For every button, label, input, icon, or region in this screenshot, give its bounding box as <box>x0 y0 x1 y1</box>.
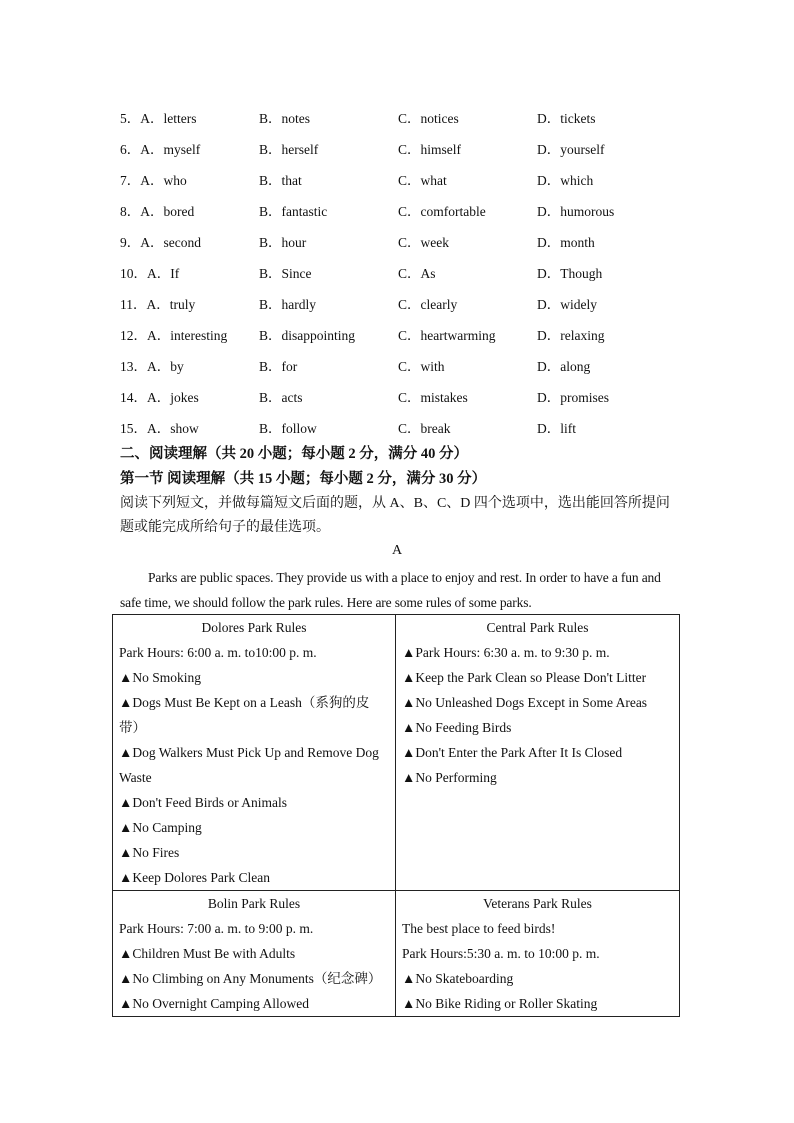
option-a: 11．A．truly <box>120 297 196 313</box>
option-d: D．humorous <box>537 203 615 219</box>
rule-line: ▲No Unleashed Dogs Except in Some Areas <box>402 695 648 710</box>
option-c: C．himself <box>398 141 461 157</box>
question-row <box>120 350 680 381</box>
rule-line: ▲No Camping <box>119 820 202 835</box>
veterans-park-cell <box>396 891 680 1017</box>
option-b: B．disappointing <box>259 328 356 344</box>
option-b: B．for <box>259 359 298 375</box>
rule-line: Park Hours:5:30 a. m. to 10:00 p. m. <box>402 946 600 961</box>
option-d: D．relaxing <box>537 328 605 344</box>
rule-line: The best place to feed birds! <box>402 921 556 936</box>
rule-line: ▲No Overnight Camping Allowed <box>119 996 309 1011</box>
option-d: D．along <box>537 359 591 375</box>
option-b: B．Since <box>259 266 312 282</box>
option-d: D．Though <box>537 266 603 282</box>
bolin-park-cell <box>113 891 396 1017</box>
rule-line: ▲No Bike Riding or Roller Skating <box>402 996 598 1011</box>
table-row <box>113 615 680 891</box>
rule-line: ▲Children Must Be with Adults <box>119 946 296 961</box>
option-b: B．that <box>259 172 302 188</box>
option-d: D．month <box>537 234 595 250</box>
rule-line: ▲No Skateboarding <box>402 971 514 986</box>
question-row <box>120 412 680 443</box>
option-a: 13．A．by <box>120 359 184 375</box>
option-a: 6．A．myself <box>120 141 201 157</box>
option-a: 15．A．show <box>120 421 199 437</box>
question-row <box>120 132 680 163</box>
rule-line: ▲No Performing <box>402 770 497 785</box>
option-d: D．promises <box>537 390 609 406</box>
rule-line: ▲Keep the Park Clean so Please Don't Litter <box>402 670 647 685</box>
rule-line: ▲No Feeding Birds <box>402 720 512 735</box>
option-b: B．fantastic <box>259 203 328 219</box>
park-rules-table <box>112 614 680 1017</box>
rule-line: ▲Keep Dolores Park Clean <box>119 870 270 885</box>
section-heading: 二、阅读理解（共 20 小题；每小题 2 分，满分 40 分） <box>120 446 468 462</box>
option-d: D．lift <box>537 421 576 437</box>
option-d: D．widely <box>537 297 597 313</box>
option-b: B．hour <box>259 234 307 250</box>
option-c: C．clearly <box>398 297 458 313</box>
question-row <box>120 163 680 194</box>
question-row <box>120 319 680 350</box>
rule-line: ▲Park Hours: 6:30 a. m. to 9:30 p. m. <box>402 645 610 660</box>
option-c: C．As <box>398 266 436 282</box>
question-row <box>120 225 680 256</box>
answer-options-list <box>120 101 680 443</box>
option-c: C．mistakes <box>398 390 468 406</box>
option-b: B．acts <box>259 390 303 406</box>
option-c: C．with <box>398 359 445 375</box>
passage-intro: Parks are public spaces. They provide us with a place to enjoy and rest. In order to have a fun and safe time, we should follow the park rules. Here are some rules of some parks. <box>120 570 661 610</box>
option-a: 10．A．If <box>120 266 180 282</box>
rule-line: Park Hours: 6:00 a. m. to10:00 p. m. <box>119 645 317 660</box>
option-b: B．hardly <box>259 297 316 313</box>
option-a: 7．A．who <box>120 172 187 188</box>
option-c: C．what <box>398 172 447 188</box>
passage-label: A <box>391 543 403 558</box>
rule-line: ▲No Smoking <box>119 670 201 685</box>
option-d: D．tickets <box>537 110 596 126</box>
park-title: Central Park Rules <box>486 620 589 635</box>
dolores-park-cell <box>113 615 396 891</box>
question-row <box>120 194 680 225</box>
option-a: 8．A．bored <box>120 203 195 219</box>
instructions: 阅读下列短文，并做每篇短文后面的题，从 A、B、C、D 四个选项中，选出能回答所提问题或能完成所给句子的最佳选项。 <box>120 496 670 535</box>
park-title: Veterans Park Rules <box>483 896 592 911</box>
option-a: 9．A．second <box>120 234 201 250</box>
question-row <box>120 101 680 132</box>
rule-line: ▲No Climbing on Any Monuments（纪念碑） <box>119 971 382 986</box>
option-c: C．comfortable <box>398 203 486 219</box>
rule-line: Park Hours: 7:00 a. m. to 9:00 p. m. <box>119 921 314 936</box>
option-d: D．yourself <box>537 141 605 157</box>
rule-line: ▲Dog Walkers Must Pick Up and Remove Dog Waste <box>119 745 379 785</box>
park-title: Dolores Park Rules <box>201 620 307 635</box>
option-a: 12．A．interesting <box>120 328 228 344</box>
option-b: B．follow <box>259 421 317 437</box>
question-row <box>120 256 680 287</box>
rule-line: ▲Don't Feed Birds or Animals <box>119 795 288 810</box>
question-row <box>120 288 680 319</box>
option-a: 5．A．letters <box>120 110 197 126</box>
option-b: B．herself <box>259 141 319 157</box>
park-title: Bolin Park Rules <box>207 896 301 911</box>
question-row <box>120 381 680 412</box>
option-d: D．which <box>537 172 594 188</box>
subsection-heading: 第一节 阅读理解（共 15 小题；每小题 2 分，满分 30 分） <box>120 471 487 487</box>
table-row <box>113 891 680 1017</box>
option-a: 14．A．jokes <box>120 390 199 406</box>
option-b: B．notes <box>259 110 311 126</box>
option-c: C．break <box>398 421 451 437</box>
rule-line: ▲Don't Enter the Park After It Is Closed <box>402 745 623 760</box>
central-park-cell <box>396 615 680 891</box>
option-c: C．heartwarming <box>398 328 496 344</box>
option-c: C．week <box>398 234 449 250</box>
rule-line: ▲No Fires <box>119 845 180 860</box>
option-c: C．notices <box>398 110 459 126</box>
rule-line: ▲Dogs Must Be Kept on a Leash（系狗的皮带） <box>119 695 370 735</box>
